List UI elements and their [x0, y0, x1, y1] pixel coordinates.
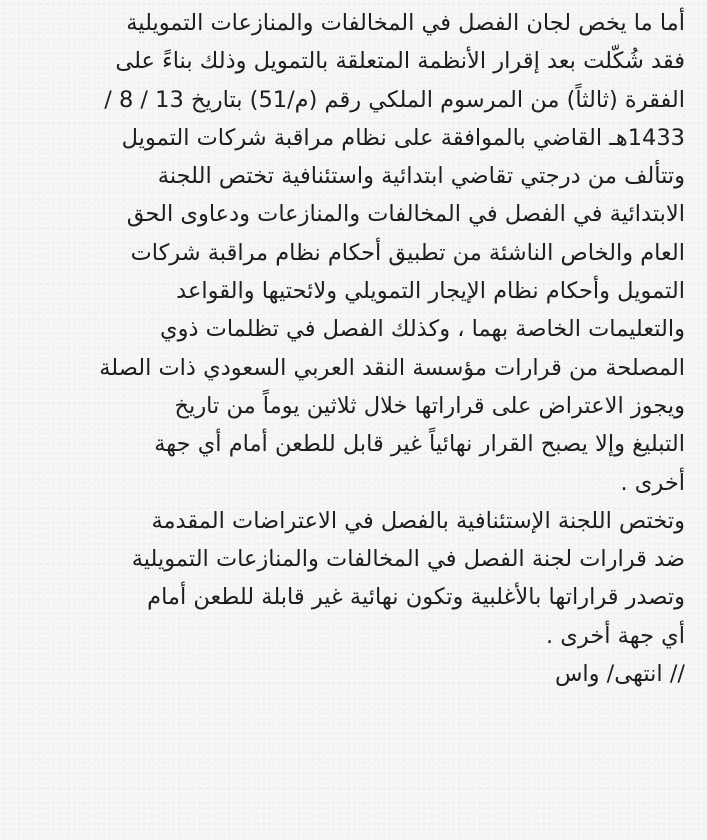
text-line: ضد قرارات لجنة الفصل في المخالفات والمنازعات التمويلية: [131, 546, 685, 573]
text-line: فقد شُكّلت بعد إقرار الأنظمة المتعلقة بالتمويل وذلك بناءً على: [115, 48, 685, 75]
text-line: والتعليمات الخاصة بهما ، وكذلك الفصل في تظلمات ذوي: [160, 316, 685, 343]
text-line: ويجوز الاعتراض على قراراتها خلال ثلاثين يوماً من تاريخ: [174, 392, 685, 419]
text-line: التمويل وأحكام نظام الإيجار التمويلي ولائحتيها والقواعد: [176, 278, 685, 305]
text-line: أما ما يخص لجان الفصل في المخالفات والمنازعات التمويلية: [126, 10, 685, 36]
text-line: أخرى .: [620, 469, 685, 496]
text-line: وتتألف من درجتي تقاضي ابتدائية واستئنافية تختص اللجنة: [157, 163, 685, 190]
text-line: الابتدائية في الفصل في المخالفات والمنازعات ودعاوى الحق: [126, 201, 685, 228]
text-line: // انتهى/ واس: [554, 661, 685, 688]
text-line: وتصدر قراراتها بالأغلبية وتكون نهائية غير قابلة للطعن أمام: [147, 584, 685, 611]
text-line: 1433هـ القاضي بالموافقة على نظام مراقبة شركات التمويل: [121, 124, 685, 151]
note-text: [18, 4, 685, 693]
text-line: العام والخاص الناشئة من تطبيق أحكام نظام مراقبة شركات: [130, 239, 685, 266]
text-line: المصلحة من قرارات مؤسسة النقد العربي السعودي ذات الصلة: [99, 354, 685, 381]
text-line: أي جهة أخرى .: [546, 622, 685, 649]
text-line: الفقرة (ثالثاً) من المرسوم الملكي رقم (م/51) بتاريخ 13 / 8 /: [104, 86, 685, 113]
text-line: وتختص اللجنة الإستئنافية بالفصل في الاعتراضات المقدمة: [151, 507, 685, 534]
text-line: التبليغ وإلا يصبح القرار نهائياً غير قابل للطعن أمام أي جهة: [154, 431, 685, 458]
